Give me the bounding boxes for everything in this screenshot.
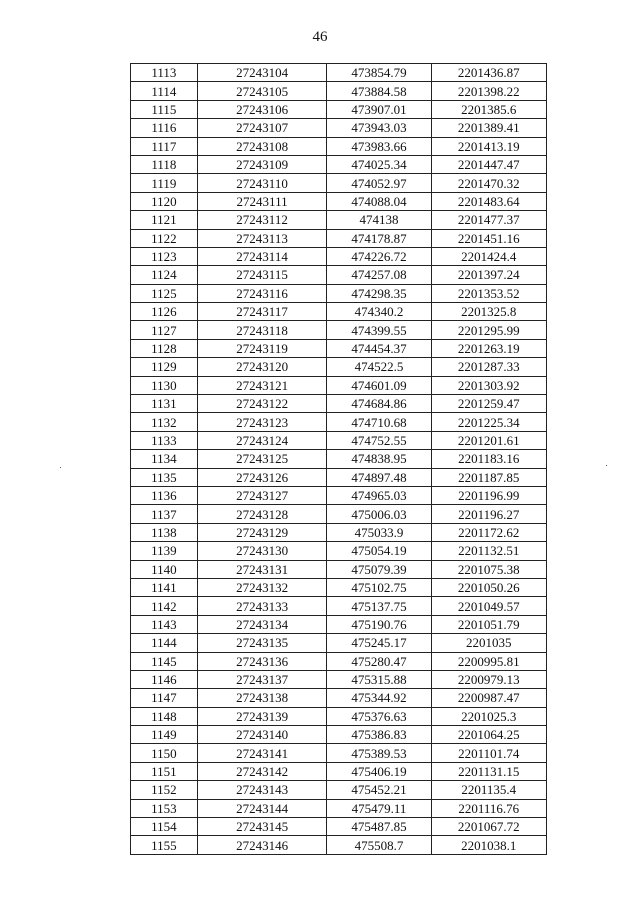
y-coordinate-cell: 2201135.4 (431, 781, 546, 799)
point-number-cell: 1145 (131, 652, 198, 670)
x-coordinate-cell: 474088.04 (327, 192, 431, 210)
point-id-cell: 27243132 (197, 578, 327, 596)
point-id-cell: 27243111 (197, 192, 327, 210)
table-row (131, 82, 547, 100)
table-row (131, 781, 547, 799)
x-coordinate-cell: 475137.75 (327, 597, 431, 615)
point-id-cell: 27243113 (197, 229, 327, 247)
point-id-cell: 27243107 (197, 119, 327, 137)
point-number-cell: 1126 (131, 303, 198, 321)
x-coordinate-cell: 475344.92 (327, 689, 431, 707)
table-row (131, 726, 547, 744)
y-coordinate-cell: 2201064.25 (431, 726, 546, 744)
point-id-cell: 27243112 (197, 211, 327, 229)
point-id-cell: 27243106 (197, 100, 327, 118)
y-coordinate-cell: 2201483.64 (431, 192, 546, 210)
y-coordinate-cell: 2201470.32 (431, 174, 546, 192)
x-coordinate-cell: 475102.75 (327, 578, 431, 596)
x-coordinate-cell: 474897.48 (327, 468, 431, 486)
table-row (131, 321, 547, 339)
x-coordinate-cell: 475006.03 (327, 505, 431, 523)
point-id-cell: 27243143 (197, 781, 327, 799)
y-coordinate-cell: 2201172.62 (431, 523, 546, 541)
x-coordinate-cell: 475315.88 (327, 670, 431, 688)
y-coordinate-cell: 2200987.47 (431, 689, 546, 707)
table-row (131, 376, 547, 394)
table-row (131, 358, 547, 376)
table-row (131, 137, 547, 155)
point-number-cell: 1152 (131, 781, 198, 799)
x-coordinate-cell: 473907.01 (327, 100, 431, 118)
point-number-cell: 1129 (131, 358, 198, 376)
point-id-cell: 27243123 (197, 413, 327, 431)
y-coordinate-cell: 2201398.22 (431, 82, 546, 100)
point-number-cell: 1141 (131, 578, 198, 596)
point-id-cell: 27243131 (197, 560, 327, 578)
scan-speck (60, 467, 61, 468)
point-number-cell: 1137 (131, 505, 198, 523)
y-coordinate-cell: 2201225.34 (431, 413, 546, 431)
table-row (131, 707, 547, 725)
y-coordinate-cell: 2201025.3 (431, 707, 546, 725)
table-row (131, 64, 547, 82)
x-coordinate-cell: 475487.85 (327, 818, 431, 836)
y-coordinate-cell: 2200979.13 (431, 670, 546, 688)
x-coordinate-cell: 475190.76 (327, 615, 431, 633)
table-row (131, 100, 547, 118)
table-row (131, 229, 547, 247)
y-coordinate-cell: 2201259.47 (431, 395, 546, 413)
table-row (131, 119, 547, 137)
point-number-cell: 1132 (131, 413, 198, 431)
x-coordinate-cell: 474838.95 (327, 450, 431, 468)
y-coordinate-cell: 2201035 (431, 634, 546, 652)
point-id-cell: 27243119 (197, 339, 327, 357)
y-coordinate-cell: 2201389.41 (431, 119, 546, 137)
point-id-cell: 27243115 (197, 266, 327, 284)
x-coordinate-cell: 473983.66 (327, 137, 431, 155)
point-number-cell: 1135 (131, 468, 198, 486)
table-row (131, 670, 547, 688)
y-coordinate-cell: 2201303.92 (431, 376, 546, 394)
point-number-cell: 1139 (131, 542, 198, 560)
point-id-cell: 27243136 (197, 652, 327, 670)
x-coordinate-cell: 475054.19 (327, 542, 431, 560)
point-number-cell: 1123 (131, 247, 198, 265)
x-coordinate-cell: 475508.7 (327, 836, 431, 854)
point-number-cell: 1151 (131, 762, 198, 780)
table-row (131, 799, 547, 817)
x-coordinate-cell: 475406.19 (327, 762, 431, 780)
point-number-cell: 1147 (131, 689, 198, 707)
y-coordinate-cell: 2201263.19 (431, 339, 546, 357)
point-number-cell: 1122 (131, 229, 198, 247)
table-row (131, 284, 547, 302)
point-id-cell: 27243135 (197, 634, 327, 652)
x-coordinate-cell: 475245.17 (327, 634, 431, 652)
point-id-cell: 27243137 (197, 670, 327, 688)
y-coordinate-cell: 2201049.57 (431, 597, 546, 615)
point-number-cell: 1116 (131, 119, 198, 137)
point-id-cell: 27243142 (197, 762, 327, 780)
y-coordinate-cell: 2201424.4 (431, 247, 546, 265)
y-coordinate-cell: 2201436.87 (431, 64, 546, 82)
point-number-cell: 1150 (131, 744, 198, 762)
point-number-cell: 1133 (131, 431, 198, 449)
point-id-cell: 27243118 (197, 321, 327, 339)
x-coordinate-cell: 474710.68 (327, 413, 431, 431)
point-id-cell: 27243127 (197, 486, 327, 504)
point-number-cell: 1121 (131, 211, 198, 229)
y-coordinate-cell: 2201116.76 (431, 799, 546, 817)
table-row (131, 542, 547, 560)
point-number-cell: 1125 (131, 284, 198, 302)
point-id-cell: 27243105 (197, 82, 327, 100)
point-number-cell: 1146 (131, 670, 198, 688)
y-coordinate-cell: 2201196.99 (431, 486, 546, 504)
y-coordinate-cell: 2201187.85 (431, 468, 546, 486)
table-row (131, 486, 547, 504)
x-coordinate-cell: 474052.97 (327, 174, 431, 192)
point-number-cell: 1118 (131, 155, 198, 173)
point-id-cell: 27243126 (197, 468, 327, 486)
point-id-cell: 27243114 (197, 247, 327, 265)
y-coordinate-cell: 2201385.6 (431, 100, 546, 118)
point-id-cell: 27243120 (197, 358, 327, 376)
point-number-cell: 1134 (131, 450, 198, 468)
point-id-cell: 27243138 (197, 689, 327, 707)
table-row (131, 247, 547, 265)
x-coordinate-cell: 473943.03 (327, 119, 431, 137)
point-number-cell: 1155 (131, 836, 198, 854)
table-row (131, 818, 547, 836)
x-coordinate-cell: 474257.08 (327, 266, 431, 284)
scan-speck (606, 465, 607, 466)
y-coordinate-cell: 2201196.27 (431, 505, 546, 523)
table-row (131, 689, 547, 707)
y-coordinate-cell: 2201413.19 (431, 137, 546, 155)
point-number-cell: 1138 (131, 523, 198, 541)
coordinates-table-body (131, 64, 547, 855)
table-row (131, 468, 547, 486)
table-row (131, 431, 547, 449)
point-number-cell: 1128 (131, 339, 198, 357)
point-id-cell: 27243110 (197, 174, 327, 192)
point-number-cell: 1148 (131, 707, 198, 725)
point-id-cell: 27243109 (197, 155, 327, 173)
point-number-cell: 1117 (131, 137, 198, 155)
point-number-cell: 1136 (131, 486, 198, 504)
table-row (131, 505, 547, 523)
x-coordinate-cell: 474178.87 (327, 229, 431, 247)
table-row (131, 560, 547, 578)
table-row (131, 303, 547, 321)
x-coordinate-cell: 475452.21 (327, 781, 431, 799)
y-coordinate-cell: 2201075.38 (431, 560, 546, 578)
point-number-cell: 1119 (131, 174, 198, 192)
point-id-cell: 27243141 (197, 744, 327, 762)
point-number-cell: 1124 (131, 266, 198, 284)
table-row (131, 211, 547, 229)
x-coordinate-cell: 475280.47 (327, 652, 431, 670)
point-number-cell: 1154 (131, 818, 198, 836)
y-coordinate-cell: 2201051.79 (431, 615, 546, 633)
point-id-cell: 27243146 (197, 836, 327, 854)
x-coordinate-cell: 474025.34 (327, 155, 431, 173)
table-row (131, 413, 547, 431)
point-number-cell: 1131 (131, 395, 198, 413)
table-row (131, 266, 547, 284)
point-id-cell: 27243130 (197, 542, 327, 560)
y-coordinate-cell: 2201067.72 (431, 818, 546, 836)
x-coordinate-cell: 475386.83 (327, 726, 431, 744)
point-number-cell: 1130 (131, 376, 198, 394)
y-coordinate-cell: 2201325.8 (431, 303, 546, 321)
point-id-cell: 27243122 (197, 395, 327, 413)
y-coordinate-cell: 2201038.1 (431, 836, 546, 854)
point-id-cell: 27243125 (197, 450, 327, 468)
point-number-cell: 1127 (131, 321, 198, 339)
x-coordinate-cell: 474522.5 (327, 358, 431, 376)
point-id-cell: 27243128 (197, 505, 327, 523)
point-id-cell: 27243121 (197, 376, 327, 394)
y-coordinate-cell: 2201447.47 (431, 155, 546, 173)
table-row (131, 578, 547, 596)
table-row (131, 652, 547, 670)
coordinates-table (130, 63, 547, 855)
y-coordinate-cell: 2201477.37 (431, 211, 546, 229)
x-coordinate-cell: 474298.35 (327, 284, 431, 302)
table-row (131, 174, 547, 192)
y-coordinate-cell: 2201183.16 (431, 450, 546, 468)
x-coordinate-cell: 474399.55 (327, 321, 431, 339)
x-coordinate-cell: 475389.53 (327, 744, 431, 762)
table-row (131, 615, 547, 633)
table-row (131, 744, 547, 762)
point-id-cell: 27243116 (197, 284, 327, 302)
y-coordinate-cell: 2201201.61 (431, 431, 546, 449)
x-coordinate-cell: 474601.09 (327, 376, 431, 394)
point-id-cell: 27243145 (197, 818, 327, 836)
x-coordinate-cell: 474138 (327, 211, 431, 229)
x-coordinate-cell: 475079.39 (327, 560, 431, 578)
point-id-cell: 27243124 (197, 431, 327, 449)
point-number-cell: 1149 (131, 726, 198, 744)
table-row (131, 155, 547, 173)
x-coordinate-cell: 474226.72 (327, 247, 431, 265)
point-number-cell: 1144 (131, 634, 198, 652)
x-coordinate-cell: 473884.58 (327, 82, 431, 100)
table-row (131, 762, 547, 780)
y-coordinate-cell: 2201397.24 (431, 266, 546, 284)
x-coordinate-cell: 474454.37 (327, 339, 431, 357)
table-row (131, 339, 547, 357)
y-coordinate-cell: 2201132.51 (431, 542, 546, 560)
table-row (131, 395, 547, 413)
point-id-cell: 27243139 (197, 707, 327, 725)
point-number-cell: 1120 (131, 192, 198, 210)
y-coordinate-cell: 2201287.33 (431, 358, 546, 376)
point-number-cell: 1143 (131, 615, 198, 633)
table-row (131, 450, 547, 468)
y-coordinate-cell: 2201050.26 (431, 578, 546, 596)
x-coordinate-cell: 474340.2 (327, 303, 431, 321)
point-id-cell: 27243134 (197, 615, 327, 633)
point-id-cell: 27243140 (197, 726, 327, 744)
y-coordinate-cell: 2201101.74 (431, 744, 546, 762)
y-coordinate-cell: 2200995.81 (431, 652, 546, 670)
point-id-cell: 27243129 (197, 523, 327, 541)
table-row (131, 192, 547, 210)
x-coordinate-cell: 474684.86 (327, 395, 431, 413)
point-id-cell: 27243144 (197, 799, 327, 817)
point-id-cell: 27243108 (197, 137, 327, 155)
x-coordinate-cell: 475376.63 (327, 707, 431, 725)
point-number-cell: 1114 (131, 82, 198, 100)
table-row (131, 634, 547, 652)
y-coordinate-cell: 2201353.52 (431, 284, 546, 302)
table-row (131, 836, 547, 854)
point-number-cell: 1115 (131, 100, 198, 118)
table-row (131, 523, 547, 541)
point-id-cell: 27243133 (197, 597, 327, 615)
table-row (131, 597, 547, 615)
x-coordinate-cell: 474752.55 (327, 431, 431, 449)
point-number-cell: 1142 (131, 597, 198, 615)
y-coordinate-cell: 2201131.15 (431, 762, 546, 780)
x-coordinate-cell: 475479.11 (327, 799, 431, 817)
point-number-cell: 1113 (131, 64, 198, 82)
x-coordinate-cell: 473854.79 (327, 64, 431, 82)
page-number: 46 (312, 29, 328, 45)
x-coordinate-cell: 474965.03 (327, 486, 431, 504)
point-id-cell: 27243117 (197, 303, 327, 321)
point-number-cell: 1153 (131, 799, 198, 817)
point-number-cell: 1140 (131, 560, 198, 578)
y-coordinate-cell: 2201295.99 (431, 321, 546, 339)
point-id-cell: 27243104 (197, 64, 327, 82)
x-coordinate-cell: 475033.9 (327, 523, 431, 541)
y-coordinate-cell: 2201451.16 (431, 229, 546, 247)
